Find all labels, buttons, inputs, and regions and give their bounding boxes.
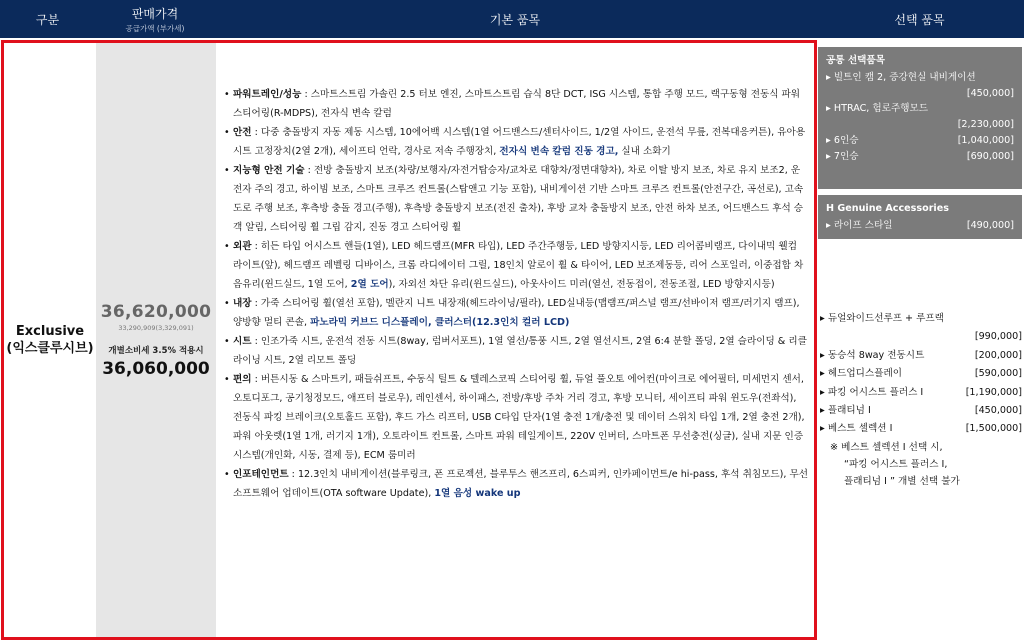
supply-price: 33,290,909(3,329,091) — [118, 323, 194, 332]
option-item-platinum — [820, 402, 1022, 420]
option-price: [490,000] — [966, 219, 1014, 231]
header-price-subtitle: 공급가액 (부가세) — [125, 23, 185, 33]
option-name: ▸ HTRAC, 험로주행모드 — [826, 103, 929, 115]
header-price-title: 판매가격 — [131, 6, 179, 21]
option-price: [690,000] — [966, 150, 1014, 162]
basic-item-label: 지능형 안전 기술 — [233, 165, 305, 176]
genuine-accessories-title: H Genuine Accessories — [826, 203, 949, 214]
option-name: ▸ 베스트 셀렉션 Ⅰ — [820, 423, 893, 435]
option-note-line: “파킹 어시스트 플러스 Ⅰ, — [844, 459, 948, 471]
basic-item-tail: 실내 소화기 — [618, 146, 671, 157]
option-name: ▸ 7인승 — [826, 150, 859, 162]
basic-item — [224, 370, 808, 465]
basic-item-text: : 스마트스트림 가솔린 2.5 터보 엔진, 스마트스트림 습식 8단 DCT, ISG 시스템, 통합 주행 모드, 랙구동형 전동식 파워 스티어링(R-MDPS), 전자식 변속 칼럼 — [233, 89, 801, 119]
basic-item-text: : 전방 충돌방지 보조(차량/보행자/자전거탑승자/교차로 대향차/정면대향차), 차로 이탈 방지 보조, 차로 유지 보조2, 운전자 주의 경고, 하이빔 보조, 스마트 크루즈 컨트롤(스탑앤고 기능 포함), 내비게이션 기반 스마트 크루즈 컨트롤(안전구간, 곡선로), 고속도로 주행 보조, 후측방 충돌 경고(주행), 후측방 충돌방지 보조(전진 출차), 후방 교차 충돌방지 보조, 안전 하차 보조, 어드밴스드 후석 승객 알림, 스티어링 휠 그립 감지, 진동 경고 스티어링 휠 — [233, 165, 804, 233]
basic-item — [224, 161, 808, 237]
option-item-best-selection — [820, 420, 1022, 438]
basic-item-label: 파워트레인/성능 — [233, 89, 302, 100]
option-note-line: 플래티넘 Ⅰ ” 개별 선택 불가 — [844, 475, 960, 487]
genuine-accessories-box — [818, 195, 1022, 239]
trim-name: Exclusive — [15, 324, 85, 339]
final-price: 36,060,000 — [102, 358, 210, 379]
option-price: [1,040,000] — [957, 134, 1014, 146]
basic-item-label: 인포테인먼트 — [233, 469, 289, 480]
option-note — [820, 439, 1022, 490]
option-name: ▸ 헤드업디스플레이 — [820, 368, 903, 380]
option-item-7-seat — [826, 149, 1014, 165]
basic-item-highlight: 전자식 변속 칼럼 진동 경고, — [499, 146, 619, 157]
basic-item — [224, 294, 808, 332]
basic-item-text: : 12.3인치 내비게이션(블루링크, 폰 프로젝션, 블루투스 핸즈프리, 6스피커, 인카페이먼트/e hi-pass, 후석 취침모드), 무선 소프트웨어 업데이트(OTA software Update), — [233, 469, 809, 499]
option-price: [450,000] — [974, 405, 1022, 417]
trim-options-list — [818, 310, 1022, 490]
common-options-box — [818, 47, 1022, 189]
option-item-builtin-cam — [826, 70, 1014, 102]
option-item-lifestyle — [826, 218, 1014, 234]
tax-label: 개별소비세 3.5% 적용시 — [108, 345, 204, 356]
option-price: [990,000] — [974, 331, 1022, 343]
option-name: ▸ 6인승 — [826, 134, 859, 146]
option-item-htrac — [826, 101, 1014, 133]
basic-item — [224, 85, 808, 123]
option-name: ▸ 플래티넘 Ⅰ — [820, 405, 871, 417]
trim-name-cell — [4, 43, 96, 637]
option-item-6-seat — [826, 133, 1014, 149]
trim-name-kr: (익스클루시브) — [6, 341, 94, 356]
option-price: [1,190,000] — [965, 386, 1022, 398]
basic-item-tail: ), 자외선 차단 유리(윈드실드), 아웃사이드 미러(열선, 전동접이, 전동조절, LED 방향지시등) — [388, 279, 775, 290]
basic-item — [224, 332, 808, 370]
list-price: 36,620,000 — [100, 301, 212, 322]
header-trim: 구분 — [35, 12, 60, 27]
basic-item-label: 외관 — [233, 241, 252, 252]
basic-item-highlight: 1열 음성 wake up — [434, 488, 521, 499]
option-name: ▸ 파킹 어시스트 플러스 Ⅰ — [820, 386, 924, 398]
basic-item-text: : 히든 타입 어시스트 핸들(1열), LED 헤드램프(MFR 타입), LED 주간주행등, LED 방향지시등, LED 리어콤비램프, 다이내믹 웰컴 라이트(앞), 헤드램프 레벨링 디바이스, 크롬 라디에이터 그릴, 18인치 알로이 휠 & 타이어, LED 보조제동등, 리어 스포일러, 이중접합 차음유리(윈드실드, 1열 도어, — [233, 241, 804, 290]
header-basic: 기본 품목 — [489, 12, 541, 27]
option-panel — [818, 40, 1022, 640]
basic-item-text: : 다중 충돌방지 자동 제동 시스템, 10에어백 시스템(1열 어드밴스드/센터사이드, 1/2열 사이드, 운전석 무릎, 전복대응커튼), 유아용 시트 고정장치(2열 2개), 세이프티 언락, 경사로 저속 주행장치, — [233, 127, 806, 157]
header-option: 선택 품목 — [894, 12, 945, 27]
basic-item — [224, 237, 808, 294]
option-price: [2,230,000] — [957, 119, 1014, 131]
table-header — [0, 0, 1024, 38]
option-note-line: ※ 베스트 셀렉션 Ⅰ 선택 시, — [830, 441, 943, 453]
option-item-passenger-seat — [820, 347, 1022, 365]
option-item-parking-assist — [820, 384, 1022, 402]
option-price: [200,000] — [974, 349, 1022, 361]
price-cell — [96, 43, 216, 637]
trim-row — [1, 40, 817, 640]
option-name: ▸ 빌트인 캠 2, 증강현실 내비게이션 — [826, 71, 976, 83]
option-price: [450,000] — [966, 87, 1014, 99]
option-name: ▸ 듀얼와이드선루프 + 루프랙 — [820, 313, 944, 324]
option-price: [590,000] — [974, 368, 1022, 380]
basic-item — [224, 465, 808, 503]
basic-items — [216, 43, 814, 637]
basic-item-highlight: 파노라믹 커브드 디스플레이, 클러스터(12.3인치 컬러 LCD) — [310, 317, 570, 328]
option-name: ▸ 동승석 8way 전동시트 — [820, 349, 925, 361]
option-item-hud — [820, 365, 1022, 383]
basic-item-highlight: 2열 도어 — [350, 279, 389, 290]
common-options-title: 공통 선택품목 — [826, 55, 885, 66]
basic-item-label: 내장 — [233, 298, 252, 309]
option-item-sunroof — [820, 310, 1022, 347]
basic-item-text: : 가죽 스티어링 휠(열선 포함), 멜란지 니트 내장재(헤드라이닝/필라), LED실내등(맵램프/퍼스널 램프/선바이저 램프/러기지 램프), 양방향 멀티 콘솔, — [233, 298, 800, 328]
basic-item — [224, 123, 808, 161]
option-name: ▸ 라이프 스타일 — [826, 219, 893, 231]
basic-item-text: : 인조가죽 시트, 운전석 전동 시트(8way, 럼버서포트), 1열 열선/통풍 시트, 2열 열선시트, 2열 6:4 분할 폴딩, 2열 슬라이딩 & 리클라이닝 시트, 2열 리모트 폴딩 — [233, 336, 807, 366]
basic-item-text: : 버튼시동 & 스마트키, 패들쉬프트, 수동식 틸트 & 텔레스코픽 스티어링 휠, 듀얼 풀오토 에어컨(마이크로 에어필터, 미세먼지 센서, 오토디포그, 공기청정모드, 애프터 블로우), 레인센서, 하이패스, 전방/후방 주차 거리 경고, 후방 모니터, 세이프티 파워 윈도우(전좌석), 전동식 파킹 브레이크(오토홀드 포함), 후드 가스 리프터, USB C타입 단자(1열 충전 1개/충전 및 데이터 스위치 타입 1개, 2열 충전 2개), 파워 아웃렛(1열 1개, 러기지 1개), 오토라이트 컨트롤, 스마트 파워 테일게이트, 220V 인버터, 스마트폰 무선충전(싱글), 실내 지문 인증 시스템(개인화, 시동, 결제 등), ECM 룸미러 — [233, 374, 805, 461]
basic-item-label: 안전 — [233, 127, 252, 138]
basic-item-label: 시트 — [233, 336, 252, 347]
header-price — [95, 0, 215, 38]
option-price: [1,500,000] — [965, 423, 1022, 435]
basic-item-label: 편의 — [233, 374, 252, 385]
